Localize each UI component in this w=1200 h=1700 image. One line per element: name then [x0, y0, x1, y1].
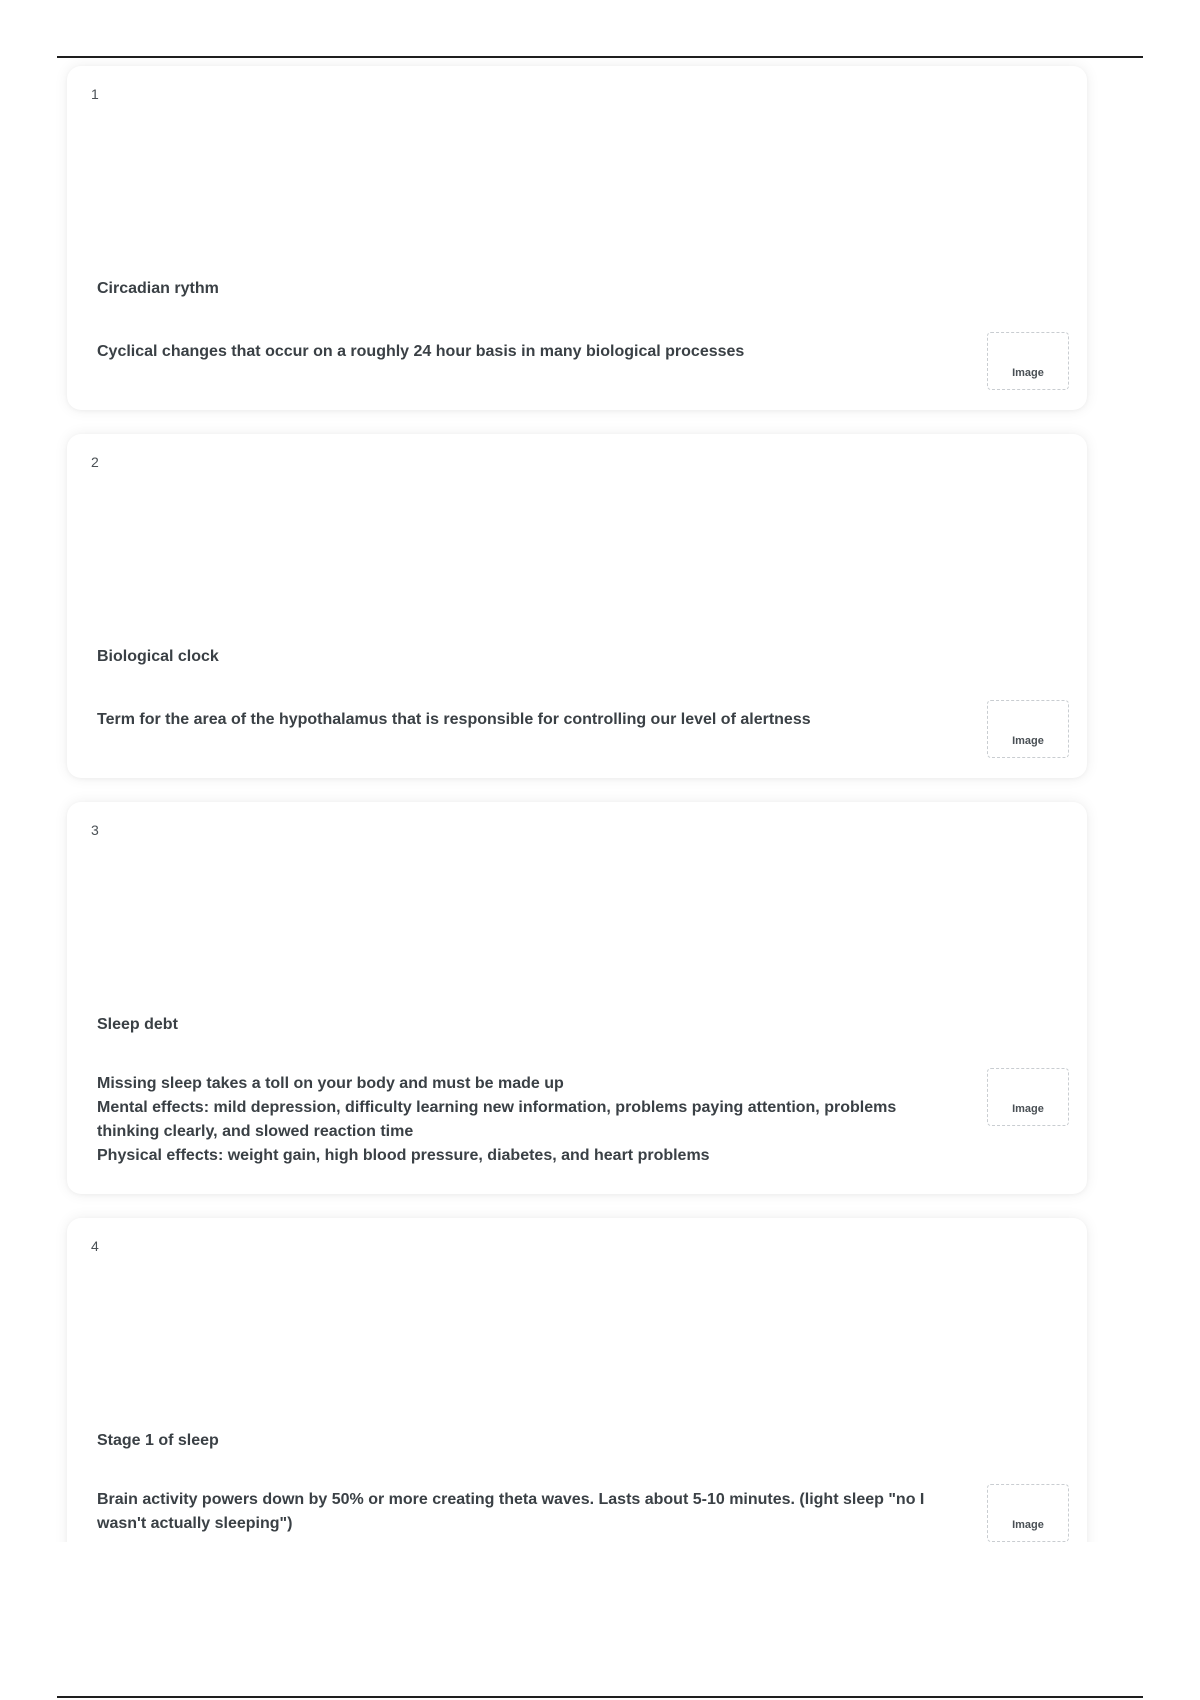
flashcard-list — [0, 58, 1200, 1542]
definition-line: Missing sleep takes a toll on your body and must be made up — [97, 1075, 564, 1092]
card-number: 3 — [91, 822, 99, 838]
flashcard-4 — [67, 1218, 1087, 1542]
card-term: Biological clock — [97, 648, 219, 665]
image-placeholder[interactable] — [987, 332, 1069, 390]
definition-line: Mental effects: mild depression, difficulty learning new information, problems paying attention, problems — [97, 1099, 897, 1116]
card-term: Circadian rythm — [97, 280, 219, 297]
definition-line: Brain activity powers down by 50% or more creating theta waves. Lasts about 5-10 minutes. (light sleep "no I — [97, 1491, 925, 1508]
image-label: Image — [1012, 735, 1044, 747]
flashcard-1 — [67, 66, 1087, 410]
card-number: 4 — [91, 1238, 99, 1254]
image-label: Image — [1012, 367, 1044, 379]
card-number: 1 — [91, 86, 99, 102]
definition-line: Term for the area of the hypothalamus that is responsible for controlling our level of alertness — [97, 711, 811, 728]
definition-line: wasn't actually sleeping") — [97, 1515, 293, 1532]
image-label: Image — [1012, 1103, 1044, 1115]
card-number: 2 — [91, 454, 99, 470]
card-definition — [97, 708, 957, 732]
definition-line: thinking clearly, and slowed reaction time — [97, 1123, 414, 1140]
definition-line: Physical effects: weight gain, high blood pressure, diabetes, and heart problems — [97, 1147, 710, 1164]
definition-line: Cyclical changes that occur on a roughly 24 hour basis in many biological processes — [97, 343, 745, 360]
flashcard-2 — [67, 434, 1087, 778]
image-label: Image — [1012, 1519, 1044, 1531]
card-term: Sleep debt — [97, 1016, 178, 1033]
image-placeholder[interactable] — [987, 1068, 1069, 1126]
image-placeholder[interactable] — [987, 1484, 1069, 1542]
bottom-rule — [57, 1696, 1143, 1698]
card-definition — [97, 340, 957, 364]
card-term: Stage 1 of sleep — [97, 1432, 219, 1449]
card-definition — [97, 1488, 957, 1536]
flashcard-3 — [67, 802, 1087, 1194]
image-placeholder[interactable] — [987, 700, 1069, 758]
card-definition — [97, 1072, 957, 1168]
